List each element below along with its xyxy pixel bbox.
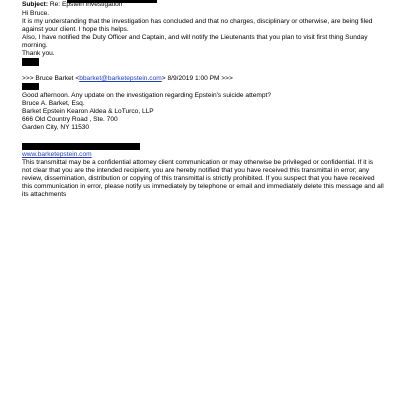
subject-value: Re: Epstein investigation (49, 1, 123, 8)
greeting: Hi Bruce. (22, 10, 50, 17)
quoted-header (22, 75, 384, 83)
quoted-prefix: >>> Bruce Barket < (22, 75, 80, 82)
redacted-contact-bar (22, 143, 384, 150)
reply-body (22, 10, 384, 67)
quoted-suffix: > 8/9/2019 1:00 PM >>> (161, 75, 233, 82)
footer (22, 151, 384, 199)
subject-line (22, 1, 122, 9)
reply-paragraph-1: It is my understanding that the investigation has concluded and that no charges, disciplinary or otherwise, are being filed against your client. I hope this helps. (22, 18, 373, 33)
redacted-sender-name (22, 58, 384, 67)
thanks-line: Thank you. (22, 50, 55, 57)
redaction-bar (22, 83, 39, 90)
redaction-bar (22, 58, 39, 66)
website-link[interactable]: www.barketepstein.com (22, 151, 92, 158)
website-line (22, 151, 384, 159)
quoted-message-text: Good afternoon. Any update on the investigation regarding Epstein's suicide attempt? (22, 92, 272, 99)
redacted-recipient (22, 83, 384, 92)
signature-firm: Barket Epstein Kearon Aldea & LoTurco, LLP (22, 108, 154, 115)
signature-address: 666 Old Country Road , Ste. 700 (22, 116, 118, 123)
redaction-bar (22, 143, 140, 150)
subject-label: Subject: (22, 1, 49, 8)
signature-name: Bruce A. Barket, Esq. (22, 100, 85, 107)
signature-city: Garden City, NY 11530 (22, 124, 90, 131)
quoted-message (22, 75, 384, 132)
reply-paragraph-2: Also, I have notified the Duty Officer and Captain, and will notify the Lieutenants that you plan to visit first thing Sunday morning. (22, 34, 368, 49)
disclaimer-text: This transmittal may be a confidential attorney client communication or may otherwise be privileged or confidential. If it is not clear that you are the intended recipient, you are hereby notified that you have received this transmittal in error; any review, dissemination, distribution or copying of this transmittal is strictly prohibited. If you suspect that you have received this communication in error, please notify us immediately by telephone or email and immediately delete this message and all its attachments (22, 159, 384, 198)
sender-email-link[interactable]: bbarket@barketepstein.com (79, 75, 162, 82)
